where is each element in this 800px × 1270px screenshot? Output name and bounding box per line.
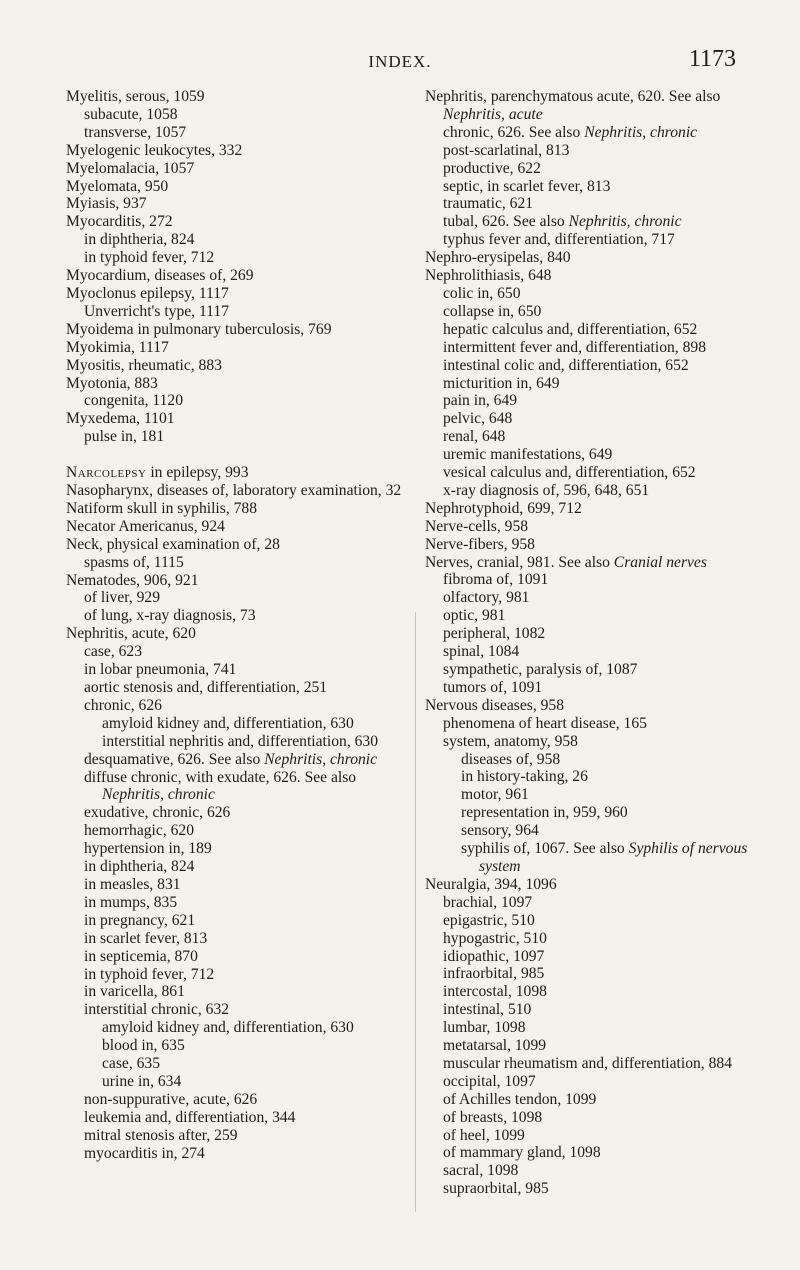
page-number: 1173 [688,46,736,72]
index-subentry [443,661,760,679]
index-subentry [84,1001,406,1019]
entry-text: interstitial chronic, 632 [84,1001,230,1019]
index-subentry [84,124,406,142]
entry-text: in epilepsy, 993 [146,464,249,482]
entry-text: of lung, x-ray diagnosis, 73 [84,607,256,625]
index-subentry [443,1001,760,1019]
index-entry [425,554,760,572]
running-head: INDEX. [368,52,432,71]
index-subentry [84,983,406,1001]
entry-text: renal, 648 [443,428,506,446]
entry-text: representation in, 959, 960 [461,804,628,822]
entry-text: hypertension in, 189 [84,840,212,858]
index-subentry [443,948,760,966]
index-subentry [443,625,760,643]
entry-text: septic, in scarlet fever, 813 [443,177,611,195]
index-subentry [84,589,406,607]
cross-reference: Cranial nerves [613,553,707,571]
index-column-left [66,88,406,1162]
entry-text: Myokimia, 1117 [66,338,169,356]
entry-text: mitral stenosis after, 259 [84,1126,238,1144]
entry-text: intestinal colic and, differentiation, 652 [443,356,689,374]
entry-text: micturition in, 649 [443,374,560,392]
index-subentry [84,1145,406,1163]
index-entry [425,267,760,285]
index-entry [425,249,760,267]
entry-text: case, 635 [102,1055,161,1073]
index-entry [66,572,406,590]
index-subentry [84,822,406,840]
index-subentry [84,303,406,321]
index-subentry [443,1127,760,1145]
index-subentry [102,715,406,733]
index-subentry [84,1109,406,1127]
index-subentry [443,733,760,751]
index-subentry [84,392,406,410]
index-entry [66,518,406,536]
entry-text: transverse, 1057 [84,123,187,141]
cross-reference: Syphilis of nervous system [479,840,748,875]
index-entry [66,410,406,428]
index-subentry [443,178,760,196]
entry-text: sacral, 1098 [443,1162,519,1180]
cross-reference: Nephritis, chronic [102,786,215,804]
index-subentry [443,392,760,410]
entry-text: Nephritis, parenchymatous acute, 620. See also [425,88,721,105]
index-subentry [84,858,406,876]
entry-text: sensory, 964 [461,822,539,840]
index-subentry [461,822,760,840]
entry-text: Myxedema, 1101 [66,410,175,428]
page-header [0,46,800,76]
entry-text: hemorrhagic, 620 [84,822,194,840]
index-subentry [443,160,760,178]
entry-text: intermittent fever and, differentiation, 898 [443,338,706,356]
index-entry [425,697,760,715]
index-subentry [84,894,406,912]
index-subentry [443,231,760,249]
index-entry [66,357,406,375]
entry-text: Nasopharynx, diseases of, laboratory examination, 32 [66,482,402,500]
entry-text: supraorbital, 985 [443,1180,549,1198]
entry-text: in diphtheria, 824 [84,858,195,876]
index-entry [66,500,406,518]
index-entry [66,375,406,393]
entry-text: Unverricht's type, 1117 [84,302,229,320]
entry-text: Neuralgia, 394, 1096 [425,875,557,893]
entry-text: optic, 981 [443,607,506,625]
entry-text: subacute, 1058 [84,105,178,123]
index-subentry [443,357,760,375]
entry-text: tumors of, 1091 [443,678,543,696]
index-subentry [443,571,760,589]
index-entry [66,160,406,178]
index-subentry [84,607,406,625]
entry-text: Myositis, rheumatic, 883 [66,356,222,374]
index-subentry [84,840,406,858]
index-subentry [102,1055,406,1073]
entry-text: idiopathic, 1097 [443,947,545,965]
index-subentry [84,661,406,679]
index-subentry [443,1180,760,1198]
entry-text: syphilis of, 1067. See also [461,840,629,858]
entry-text: case, 623 [84,643,143,661]
index-subentry [443,1109,760,1127]
index-subentry [443,482,760,500]
entry-text: occipital, 1097 [443,1072,536,1090]
index-subentry [443,643,760,661]
entry-text: blood in, 635 [102,1037,185,1055]
index-subentry [443,912,760,930]
entry-text: Neck, physical examination of, 28 [66,535,280,553]
entry-text: Nematodes, 906, 921 [66,571,199,589]
cross-reference: Nephritis, chronic [584,123,698,141]
index-column-right [425,88,760,1198]
entry-text: intestinal, 510 [443,1001,532,1019]
index-subentry [443,464,760,482]
entry-text: Nephrolithiasis, 648 [425,267,552,285]
entry-text: Myocardium, diseases of, 269 [66,267,254,285]
entry-text: in lobar pneumonia, 741 [84,661,237,679]
entry-text: Myelitis, serous, 1059 [66,88,205,105]
index-entry [66,625,406,643]
entry-text: diffuse chronic, with exudate, 626. See also [84,768,357,786]
index-entry [66,536,406,554]
entry-text: Myoidema in pulmonary tuberculosis, 769 [66,320,332,338]
index-subentry [102,733,406,751]
entry-text: non-suppurative, acute, 626 [84,1090,258,1108]
entry-text: epigastric, 510 [443,911,535,929]
entry-text: diseases of, 958 [461,750,561,768]
index-subentry [443,894,760,912]
entry-text: lumbar, 1098 [443,1019,526,1037]
index-subentry [443,1162,760,1180]
entry-text: muscular rheumatism and, differentiation, 884 [443,1054,732,1072]
entry-text: Nephritis, acute, 620 [66,625,196,643]
entry-text: in history-taking, 26 [461,768,588,786]
entry-text: of heel, 1099 [443,1126,525,1144]
index-subentry [443,375,760,393]
entry-text: Nerves, cranial, 981. See also [425,553,614,571]
index-subentry [102,1019,406,1037]
entry-text: Necator Americanus, 924 [66,517,225,535]
entry-text: in varicella, 861 [84,983,185,1001]
index-subentry [443,213,760,231]
index-subentry [443,303,760,321]
entry-head-smallcaps: Narcolepsy [66,464,147,482]
index-subentry [84,966,406,984]
index-entry [66,482,406,500]
entry-text: of breasts, 1098 [443,1108,543,1126]
entry-text: x-ray diagnosis of, 596, 648, 651 [443,481,650,499]
index-subentry [443,930,760,948]
index-subentry [461,840,760,876]
entry-text: metatarsal, 1099 [443,1037,547,1055]
entry-text: in typhoid fever, 712 [84,965,215,983]
index-subentry [102,1037,406,1055]
index-entry [66,321,406,339]
entry-text: post-scarlatinal, 813 [443,141,570,159]
index-subentry [84,428,406,446]
index-entry [66,267,406,285]
entry-text: in pregnancy, 621 [84,911,196,929]
entry-text: in measles, 831 [84,875,181,893]
entry-text: amyloid kidney and, differentiation, 630 [102,714,354,732]
index-entry [66,213,406,231]
entry-text: spinal, 1084 [443,643,520,661]
entry-text: brachial, 1097 [443,893,533,911]
index-entry [425,876,760,894]
index-subentry [443,983,760,1001]
index-subentry [84,106,406,124]
entry-text: system, anatomy, 958 [443,732,578,750]
entry-text: pulse in, 181 [84,428,165,446]
entry-text: of Achilles tendon, 1099 [443,1090,597,1108]
index-subentry [461,751,760,769]
entry-text: motor, 961 [461,786,529,804]
index-subentry [443,1073,760,1091]
entry-text: of liver, 929 [84,589,161,607]
index-subentry [443,446,760,464]
index-subentry [443,142,760,160]
entry-text: Nerve-cells, 958 [425,517,529,535]
entry-text: urine in, 634 [102,1072,182,1090]
index-subentry [443,607,760,625]
index-entry [425,518,760,536]
cross-reference: Nephritis, chronic [264,750,378,768]
entry-text: in septicemia, 870 [84,947,198,965]
index-entry [425,500,760,518]
entry-text: infraorbital, 985 [443,965,545,983]
entry-text: collapse in, 650 [443,302,542,320]
entry-text: chronic, 626 [84,696,162,714]
index-subentry [84,930,406,948]
entry-text: Myelogenic leukocytes, 332 [66,141,243,159]
entry-text: in scarlet fever, 813 [84,929,208,947]
cross-reference: Nephritis, acute [443,105,543,123]
index-subentry [84,643,406,661]
entry-text: colic in, 650 [443,284,521,302]
index-entry [66,142,406,160]
entry-text: Natiform skull in syphilis, 788 [66,499,258,517]
index-subentry [461,804,760,822]
entry-text: Myoclonus epilepsy, 1117 [66,284,229,302]
entry-text: tubal, 626. See also [443,213,569,231]
entry-text: Myiasis, 937 [66,195,147,213]
index-subentry [443,965,760,983]
entry-text: interstitial nephritis and, differentiation, 630 [102,732,379,750]
entry-text: Myotonia, 883 [66,374,158,392]
entry-text: Nervous diseases, 958 [425,696,565,714]
entry-text: Myelomalacia, 1057 [66,159,195,177]
entry-text: traumatic, 621 [443,195,534,213]
index-subentry [443,410,760,428]
index-entry [66,178,406,196]
index-entry [66,195,406,213]
entry-text: spasms of, 1115 [84,553,184,571]
entry-text: Nephro-erysipelas, 840 [425,249,571,267]
index-subentry [443,715,760,733]
entry-text: phenomena of heart disease, 165 [443,714,647,732]
entry-text: pelvic, 648 [443,410,513,428]
index-subentry [84,231,406,249]
entry-text: in diphtheria, 824 [84,231,195,249]
entry-text: sympathetic, paralysis of, 1087 [443,661,638,678]
entry-text: uremic manifestations, 649 [443,446,613,464]
index-subentry [443,679,760,697]
entry-text: in typhoid fever, 712 [84,249,215,267]
cross-reference: Nephritis, chronic [568,213,682,231]
column-divider [415,612,416,1212]
index-subentry [84,249,406,267]
index-subentry [443,428,760,446]
index-subentry [84,948,406,966]
entry-text: typhus fever and, differentiation, 717 [443,231,675,249]
entry-text: leukemia and, differentiation, 344 [84,1108,296,1126]
entry-text: olfactory, 981 [443,589,530,607]
entry-text: desquamative, 626. See also [84,750,265,768]
entry-text: of mammary gland, 1098 [443,1144,601,1162]
index-subentry [443,1037,760,1055]
entry-text: hepatic calculus and, differentiation, 652 [443,320,698,338]
index-subentry [443,1055,760,1073]
index-subentry [443,589,760,607]
entry-text: exudative, chronic, 626 [84,804,231,822]
index-subentry [443,321,760,339]
index-subentry [443,339,760,357]
index-subentry [84,679,406,697]
entry-text: Myelomata, 950 [66,177,169,195]
entry-text: intercostal, 1098 [443,983,547,1001]
index-subentry [84,751,406,769]
entry-text: amyloid kidney and, differentiation, 630 [102,1019,354,1037]
entry-text: congenita, 1120 [84,392,184,410]
entry-text: Nephrotyphoid, 699, 712 [425,499,582,517]
index-entry [66,285,406,303]
index-subentry [84,876,406,894]
index-subentry [443,195,760,213]
entry-text: vesical calculus and, differentiation, 652 [443,464,696,482]
index-subentry [443,1091,760,1109]
entry-text: Myocarditis, 272 [66,213,173,231]
entry-text: peripheral, 1082 [443,625,546,643]
index-entry [66,339,406,357]
index-subentry [84,1127,406,1145]
index-subentry [84,804,406,822]
index-subentry [443,124,760,142]
index-entry [425,88,760,124]
index-entry [66,88,406,106]
entry-text: productive, 622 [443,159,541,177]
index-subentry [84,697,406,715]
section-gap [66,446,406,464]
entry-text: myocarditis in, 274 [84,1144,205,1162]
index-subentry [84,769,406,805]
index-subentry [102,1073,406,1091]
entry-text: chronic, 626. See also [443,123,585,141]
entry-text: in mumps, 835 [84,893,178,911]
index-subentry [461,786,760,804]
entry-text: pain in, 649 [443,392,518,410]
entry-text: Nerve-fibers, 958 [425,535,535,553]
entry-text: hypogastric, 510 [443,929,547,947]
index-entry [425,536,760,554]
entry-text: fibroma of, 1091 [443,571,549,589]
index-entry [66,464,406,482]
index-subentry [443,285,760,303]
index-subentry [84,912,406,930]
index-subentry [84,1091,406,1109]
index-subentry [461,768,760,786]
index-subentry [443,1019,760,1037]
index-subentry [84,554,406,572]
index-subentry [443,1144,760,1162]
entry-text: aortic stenosis and, differentiation, 251 [84,679,328,696]
